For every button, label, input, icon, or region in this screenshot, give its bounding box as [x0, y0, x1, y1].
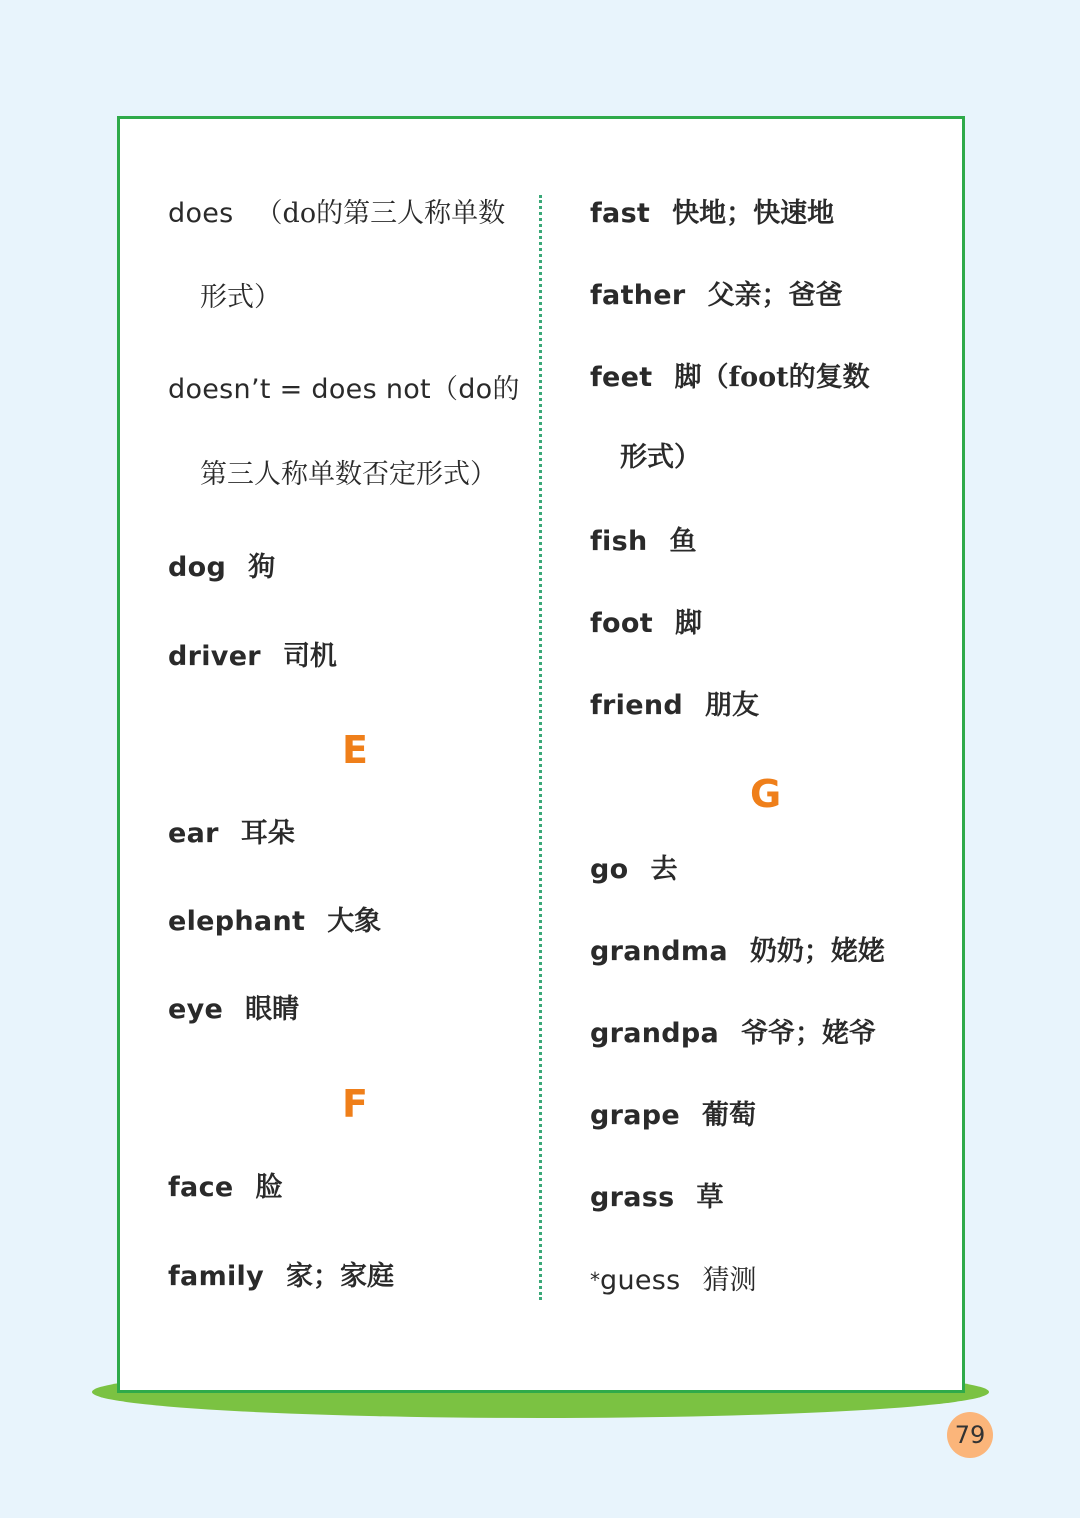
- entry-foot: [590, 606, 702, 642]
- entry-doesnt-continuation: 第三人称单数否定形式）: [200, 459, 497, 490]
- entry-word: guess: [600, 1265, 681, 1296]
- entry-meaning: 爷爷；姥爷: [741, 1018, 877, 1049]
- entry-family: [168, 1259, 394, 1295]
- entry-guess: [590, 1262, 757, 1299]
- entry-ear: [168, 816, 295, 852]
- entry-go: [590, 852, 677, 888]
- entry-meaning: 脸: [255, 1172, 283, 1203]
- entry-eye: [168, 992, 299, 1028]
- entry-word: family: [168, 1261, 265, 1292]
- entry-face: [168, 1170, 282, 1206]
- entry-meaning: 鱼: [669, 526, 697, 557]
- entry-feet-continuation: 形式）: [620, 442, 701, 473]
- entry-elephant: [168, 904, 381, 940]
- page-number-badge: 79: [947, 1412, 993, 1458]
- entry-word: grass: [590, 1182, 675, 1213]
- entry-word: dog: [168, 552, 227, 583]
- entry-word: foot: [590, 608, 653, 639]
- entry-word: eye: [168, 994, 224, 1025]
- entry-grandma: [590, 934, 885, 970]
- entry-meaning: 司机: [282, 641, 337, 672]
- entry-word: grandpa: [590, 1018, 720, 1049]
- entry-grape: [590, 1098, 756, 1134]
- entry-friend: [590, 688, 759, 724]
- entry-word: feet: [590, 362, 653, 393]
- entry-word: fast: [590, 198, 651, 229]
- entry-word: grandma: [590, 936, 728, 967]
- entry-meaning: 眼睛: [245, 994, 300, 1025]
- entry-meaning: 耳朵: [240, 818, 295, 849]
- entry-grandpa: [590, 1016, 876, 1052]
- entry-word: face: [168, 1172, 234, 1203]
- entry-meaning: 脚（foot的复数: [674, 362, 870, 393]
- entry-word: father: [590, 280, 686, 311]
- entry-grass: [590, 1180, 724, 1216]
- entry-word: does: [168, 198, 234, 229]
- entry-doesnt: [168, 372, 520, 408]
- entry-word: doesn’t = does not（do的: [168, 374, 520, 405]
- entry-fish: [590, 524, 697, 560]
- entry-meaning: 朋友: [704, 690, 759, 721]
- entry-driver: [168, 639, 337, 675]
- entry-fast: [590, 196, 834, 232]
- entry-meaning: 脚: [674, 608, 702, 639]
- entry-feet: [590, 360, 870, 396]
- section-letter-e: E: [342, 728, 368, 772]
- entry-meaning: 父亲；爸爸: [707, 280, 843, 311]
- entry-does: [168, 196, 505, 232]
- section-letter-f: F: [342, 1082, 368, 1126]
- entry-meaning: 草: [696, 1182, 724, 1213]
- entry-word: fish: [590, 526, 648, 557]
- entry-meaning: 快地；快速地: [672, 198, 835, 229]
- entry-meaning: 奶奶；姥姥: [749, 936, 885, 967]
- entry-meaning: 猜测: [702, 1265, 757, 1296]
- entry-does-continuation: 形式）: [200, 282, 281, 313]
- column-divider: [539, 195, 542, 1300]
- entry-word: elephant: [168, 906, 306, 937]
- section-letter-g: G: [750, 772, 782, 816]
- entry-meaning: 去: [650, 854, 678, 885]
- entry-meaning: 大象: [327, 906, 382, 937]
- entry-meaning: 葡萄: [702, 1100, 757, 1131]
- entry-word: ear: [168, 818, 219, 849]
- entry-father: [590, 278, 843, 314]
- entry-word: driver: [168, 641, 261, 672]
- entry-word: friend: [590, 690, 683, 721]
- entry-meaning: 狗: [248, 552, 276, 583]
- optional-word-marker: *: [590, 1268, 600, 1292]
- entry-meaning: 家；家庭: [286, 1261, 395, 1292]
- entry-dog: [168, 550, 275, 586]
- entry-word: go: [590, 854, 629, 885]
- entry-meaning: （do的第三人称单数: [255, 198, 506, 229]
- entry-word: grape: [590, 1100, 681, 1131]
